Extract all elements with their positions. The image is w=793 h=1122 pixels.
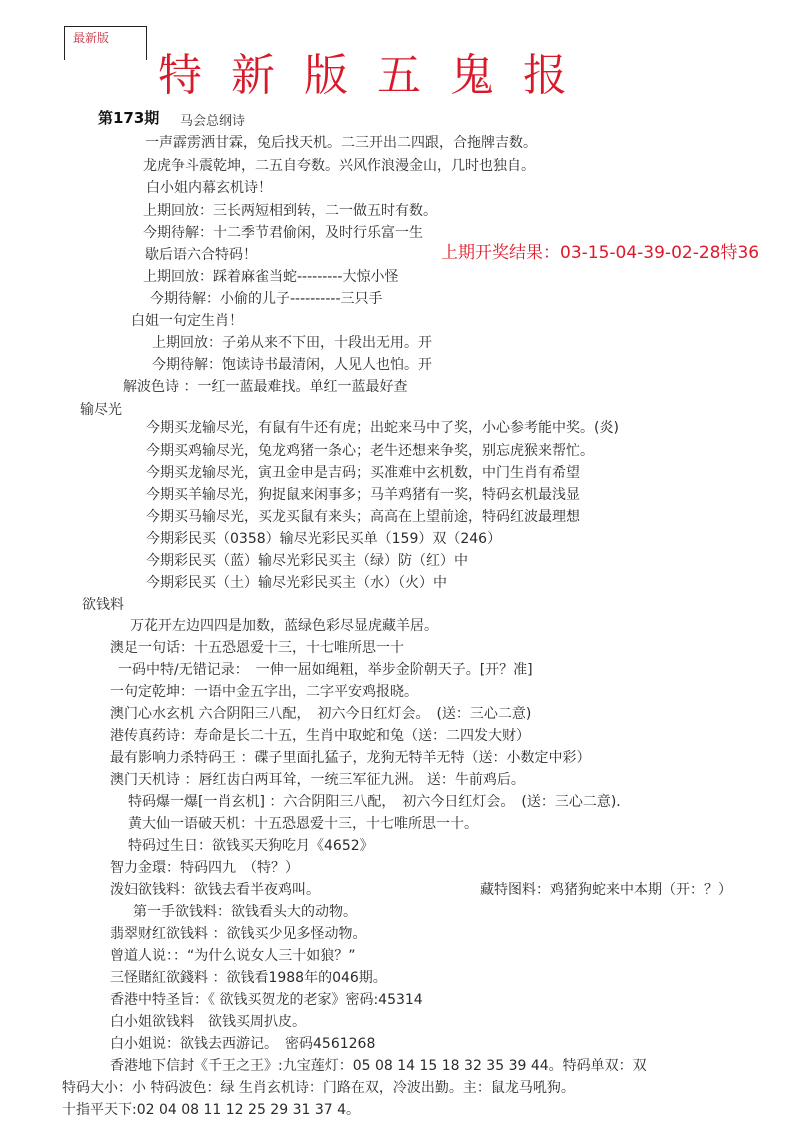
title-char: 鬼 [450,50,494,101]
text-line: 翡翠财红欲钱料 ：欲钱买少见多怪动物。 [110,926,367,942]
text-line: 歇后语六合特码！ [145,247,257,263]
text-line: 今期待解：小偷的儿子----------三只手 [150,291,383,307]
text-line: 今期买马输尽光，买龙买鼠有来头；高高在上望前途，特码红波最理想 [146,509,580,525]
text-line: 今期买鸡输尽光，兔龙鸡猪一条心；老牛还想来争奖，别忘虎猴来帮忙。 [146,443,594,459]
text-line: 最有影响力杀特码王 ：碟子里面扎猛子，龙狗无特羊无特（送：小数定中彩） [110,750,591,766]
text-line: 白小姐说：欲钱去西游记。 密码4561268 [110,1036,376,1052]
text-line: 藏特图料：鸡猪狗蛇来中本期（开：？） [480,882,732,898]
text-line: 泼妇欲钱料：欲钱去看半夜鸡叫。 [110,882,320,898]
text-line: 澳门天机诗 ：唇红齿白两耳耸，一统三军征九洲。 送：牛前鸡后。 [110,772,525,788]
text-line: 第一手欲钱料：欲钱看头大的动物。 [133,904,357,920]
text-line: 上期回放：子弟从来不下田，十段出无用。开 [152,335,432,351]
text-line: 输尽光 [80,402,122,418]
text-line: 十指平天下:02 04 08 11 12 25 29 31 37 4。 [62,1102,361,1118]
text-line: 白姐一句定生肖！ [131,313,243,329]
text-line: 今期待解：饱读诗书最清闲，人见人也怕。开 [152,357,432,373]
text-line: 特码过生日：欲钱买天狗吃月《4652》 [128,838,374,854]
last-draw-result: 上期开奖结果：03-15-04-39-02-28特36 [441,243,760,263]
text-line: 今期彩民买（蓝）输尽光彩民买主（绿）防（红）中 [146,553,468,569]
text-line: 一声霹雳洒甘霖，兔后找天机。二三开出二四跟，合拖牌吉数。 [145,135,537,151]
edition-badge: 最新版 [73,31,110,45]
text-line: 港传真药诗：寿命是长二十五，生肖中取蛇和兔（送：二四发大财） [110,728,530,744]
text-line: 一码中特/无错记录： 一伸一屈如绳粗，举步金阶朝天子。[开？准] [118,662,533,678]
text-line: 智力金環：特码四九 （特？） [110,860,299,876]
issue-number: 第173期 [98,109,160,127]
text-line: 澳门心水玄机 六合阴阳三八配， 初六今日红灯会。 (送：三心二意) [110,706,532,722]
page-title [158,48,596,104]
title-char: 新 [231,50,275,101]
text-line: 万花开左边四四是加数，蓝绿色彩尽显虎藏羊居。 [130,618,438,634]
text-line: 曾道人说：：“为什么说女人三十如狼？” [110,948,356,964]
issue-subtitle: 马会总纲诗 [180,114,246,129]
text-line: 上期回放：三长两短相到转，二一做五时有数。 [143,203,437,219]
edition-badge-box [64,26,147,60]
title-char: 五 [377,50,421,101]
text-line: 上期回放：踩着麻雀当蛇---------大惊小怪 [143,269,399,285]
text-line: 今期买羊输尽光，狗捉鼠来闲事多；马羊鸡猪有一奖，特码玄机最浅显 [146,487,580,503]
text-line: 香港中特圣旨：《 欲钱买贺龙的老家》密码:45314 [110,992,423,1008]
text-line: 今期买龙输尽光，寅丑金申是吉码；买准难中玄机数，中门生肖有希望 [146,465,580,481]
text-line: 今期待解：十二季节君偷闲，及时行乐富一生 [143,225,423,241]
text-line: 黄大仙一语破天机：十五恐恩爱十三，十七唯所思一十。 [128,816,478,832]
text-line: 一句定乾坤：一语中金五字出，二字平安鸡报晓。 [110,684,418,700]
text-line: 解波色诗 ：一红一蓝最难找。单红一蓝最好查 [123,379,408,395]
text-line: 今期彩民买（0358）输尽光彩民买单（159）双（246） [146,531,502,547]
text-line: 今期买龙输尽光，有鼠有牛还有虎；出蛇来马中了奖，小心参考能中奖。(炎) [146,420,619,436]
text-line: 白小姐欲钱料 欲钱买周扒皮。 [110,1014,306,1030]
text-line: 香港地下信封《千王之王》:九宝莲灯：05 08 14 15 18 32 35 39 44。特码单双：双 [110,1058,647,1074]
title-char: 报 [523,50,567,101]
text-line: 欲钱料 [82,597,124,613]
text-line: 今期彩民买（土）输尽光彩民买主（水）（火）中 [146,575,447,591]
text-line: 特码大小：小 特码波色：绿 生肖玄机诗：门路在双，冷波出勤。主：鼠龙马吼狗。 [62,1080,575,1096]
text-line: 三怪賭紅欲錢料 ：欲钱看1988年的046期。 [110,970,387,986]
text-line: 澳足一句话：十五恐恩爱十三，十七唯所思一十 [110,640,404,656]
text-line: 龙虎争斗震乾坤，二五自夸数。兴风作浪漫金山，几时也独自。 [143,158,535,174]
title-char: 特 [158,50,202,101]
text-line: 白小姐内幕玄机诗！ [146,180,272,196]
text-line: 特码爆一爆[一肖玄机] ：六合阴阳三八配， 初六今日红灯会。 (送：三心二意)． [128,794,631,810]
title-char: 版 [304,50,348,101]
